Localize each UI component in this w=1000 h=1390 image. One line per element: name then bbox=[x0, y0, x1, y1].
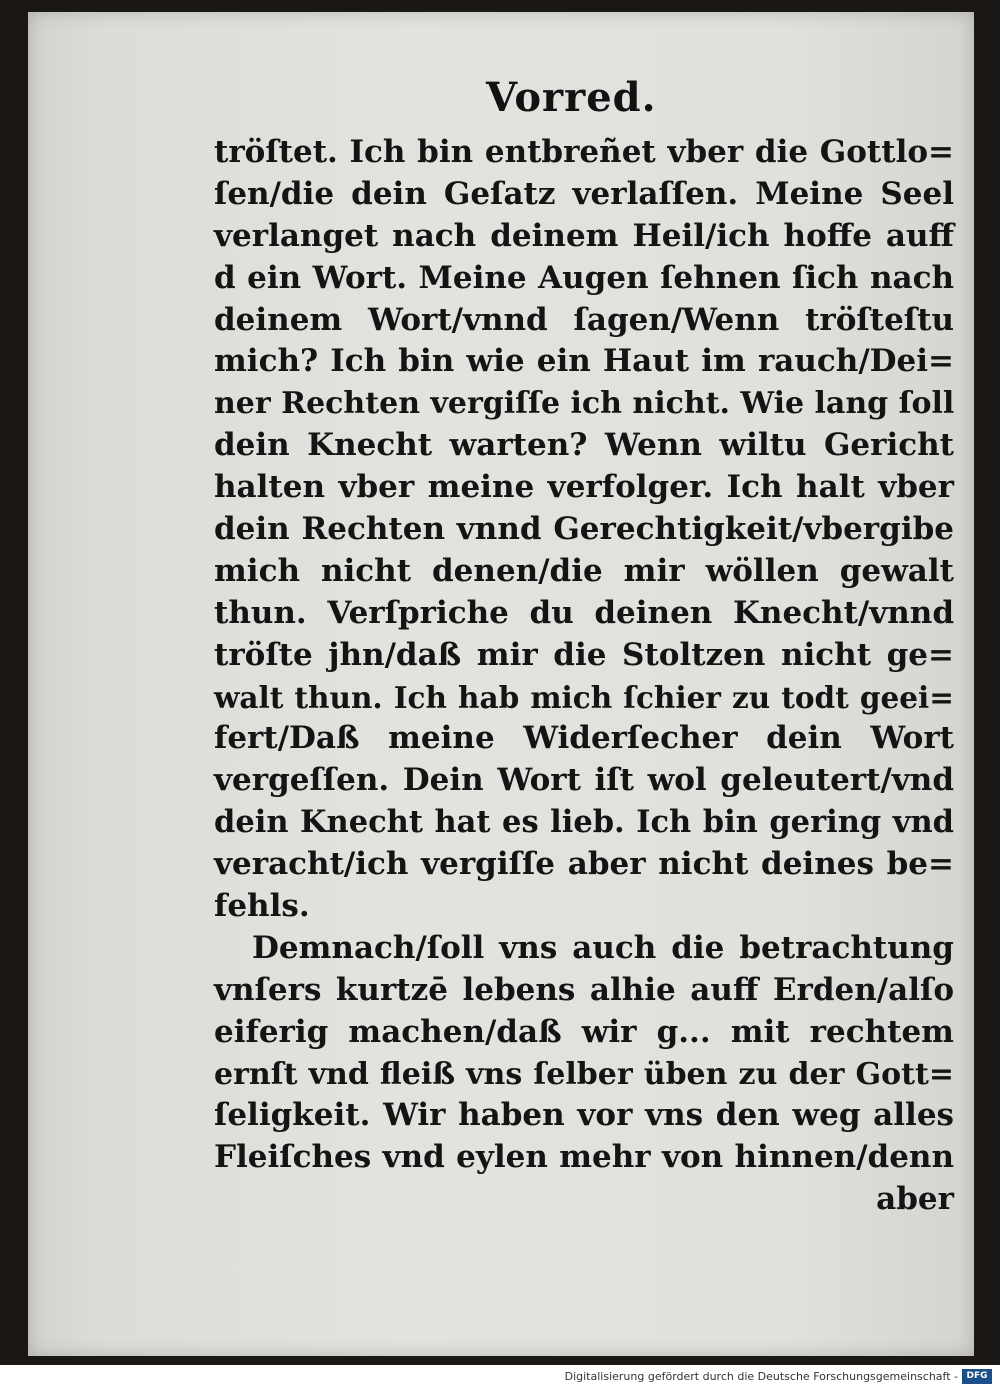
text-line: fehls. bbox=[214, 888, 310, 925]
footer-bar bbox=[0, 1365, 1000, 1390]
text-line: Fleiſches vnd eylen mehr von hinnen/denn bbox=[214, 1139, 954, 1176]
text-line: dein Rechten vnnd Gerechtigkeit/vbergibe bbox=[214, 511, 954, 548]
text-line: d ein Wort. Meine Augen ſehnen ſich nach bbox=[214, 259, 954, 296]
text-line: eiferig machen/daß wir g... mit rechtem bbox=[214, 1013, 954, 1050]
text-line: deinem Wort/vnnd ſagen/Wenn tröſteſtu bbox=[214, 301, 954, 338]
running-header: Vorred. bbox=[486, 74, 657, 121]
funding-credit: Digitalisierung gefördert durch die Deutsche Forschungsgemeinschaft - bbox=[564, 1370, 958, 1383]
text-line: thun. Verſpriche du deinen Knecht/vnnd bbox=[214, 594, 954, 631]
text-line: ſeligkeit. Wir haben vor vns den weg alles bbox=[214, 1097, 954, 1134]
text-line: verlanget nach deinem Heil/ich hoffe auff bbox=[214, 217, 954, 254]
text-line: vnſers kurtzē lebens alhie auff Erden/alſo bbox=[214, 971, 954, 1008]
paragraph-start-line: Demnach/ſoll vns auch die betrachtung bbox=[252, 929, 954, 966]
text-line: ernſt vnd fleiß vns ſelber üben zu der Gott= bbox=[214, 1056, 954, 1092]
text-line: mich nicht denen/die mir wöllen gewalt bbox=[214, 552, 954, 589]
text-line: veracht/ich vergiſſe aber nicht deines be= bbox=[214, 846, 954, 883]
text-line: mich? Ich bin wie ein Haut im rauch/Dei= bbox=[214, 343, 954, 380]
dfg-logo-icon: DFG bbox=[962, 1369, 992, 1384]
text-line: ſen/die dein Geſatz verlaſſen. Meine Seel bbox=[214, 175, 954, 212]
text-line: halten vber meine verfolger. Ich halt vber bbox=[214, 469, 954, 506]
book-page bbox=[28, 12, 974, 1356]
text-line: tröſte jhn/daß mir die Stoltzen nicht ge= bbox=[214, 636, 954, 673]
text-line: vergeſſen. Dein Wort iſt wol geleutert/vnd bbox=[214, 762, 954, 799]
text-line: tröſtet. Ich bin entbreñet vber die Gottlo= bbox=[214, 134, 954, 170]
text-line: walt thun. Ich hab mich ſchier zu todt geei= bbox=[214, 679, 954, 715]
text-line: fert/Daß meine Widerſecher dein Wort bbox=[214, 720, 954, 757]
text-line: dein Knecht hat es lieb. Ich bin gering vnd bbox=[214, 804, 954, 841]
text-line: dein Knecht warten? Wenn wiltu Gericht bbox=[214, 427, 954, 464]
text-line: ner Rechten vergiſſe ich nicht. Wie lang ſoll bbox=[214, 386, 955, 422]
body-text bbox=[214, 132, 954, 1221]
catchword: aber bbox=[876, 1181, 954, 1218]
